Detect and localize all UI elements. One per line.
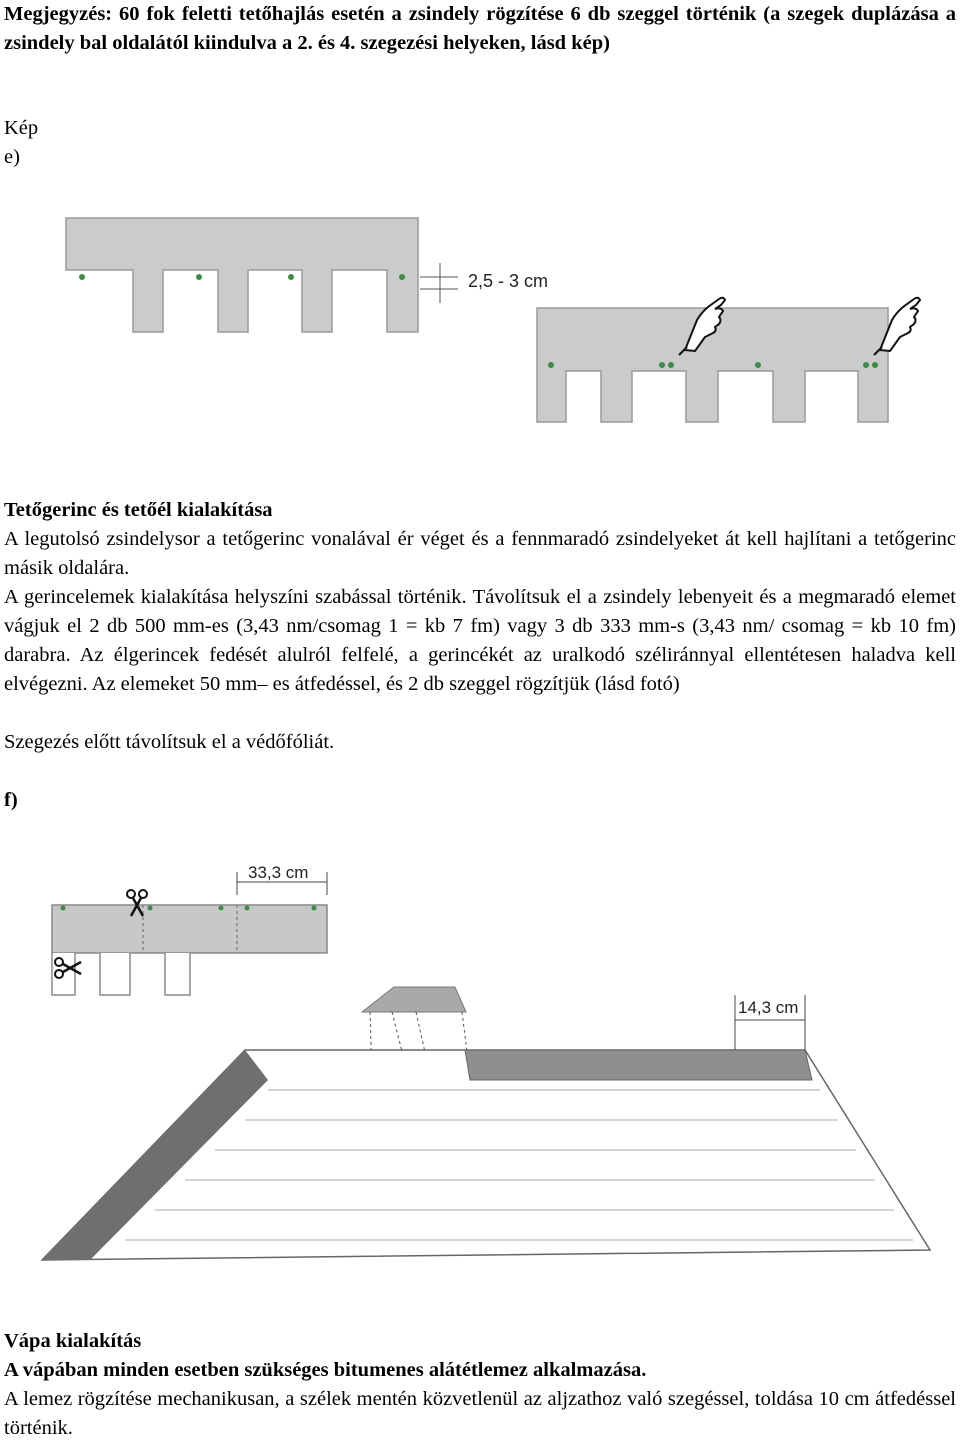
section-ridge-heading: Tetőgerinc és tetőél kialakítása [4, 499, 273, 521]
section-valley-heading: Vápa kialakítás [4, 1330, 142, 1352]
dimension-top-label: 33,3 cm [248, 863, 309, 882]
section-valley-para: A lemez rögzítése mechanikusan, a szélek mentén közvetlenül az aljzathoz való szegéssel, toldása 10 cm átfedéssel történik. [4, 1388, 956, 1439]
section-ridge-para2: A gerincelemek kialakítása helyszíni szabással történik. Távolítsuk el a zsindely lebenyeit és a megmaradó elemet vágjuk el 2 db 500 mm-es (3,43 nm/csomag 1 = kb 7 fm) vagy 3 db 333 mm-s (3,43 nm/ csomag = kb 10 fm) darabra. Az élgerincek fedését alulról felfelé, a gerincékét az uralkodó széliránnyal ellentétesen haladva kell elvégezni. Az elemeket 50 mm– es átfedéssel, és 2 db szeggel rögzítjük (lásd fotó) [4, 586, 956, 695]
ridge-cap-piece [362, 987, 466, 1012]
dimension-right-label: 14,3 cm [738, 998, 799, 1017]
ridge-row [465, 1050, 812, 1080]
section-ridge-para1: A legutolsó zsindelysor a tetőgerinc vonalával ér véget és a fennmaradó zsindelyeket át kell hajlítani a tetőgerinc másik oldalára. [4, 528, 956, 579]
dimension-label-e: 2,5 - 3 cm [468, 271, 549, 291]
shingle-tabs [52, 953, 190, 995]
note-paragraph: Megjegyzés: 60 fok feletti tetőhajlás esetén a zsindely rögzítése 6 db szeggel történik (a szegek duplázása a zsindely bal oldalától kiindulva a 2. és 4. szegezési helyeken, lásd kép) [4, 3, 956, 54]
kep-label: Kép [4, 117, 39, 139]
figure-e-shingle-nailing [0, 205, 960, 445]
figure-e-label: e) [4, 146, 20, 168]
shingle-left [66, 218, 418, 332]
figure-f-ridge-cutting [0, 850, 960, 1270]
section-ridge-para3: Szegezés előtt távolítsuk el a védőfóliát. [4, 731, 335, 753]
measure-crosshair [420, 263, 458, 303]
section-valley-subheading: A vápában minden esetben szükséges bitumenes alátétlemez alkalmazása. [4, 1359, 647, 1381]
figure-f-label: f) [4, 789, 18, 811]
shingle-strip [52, 905, 327, 953]
